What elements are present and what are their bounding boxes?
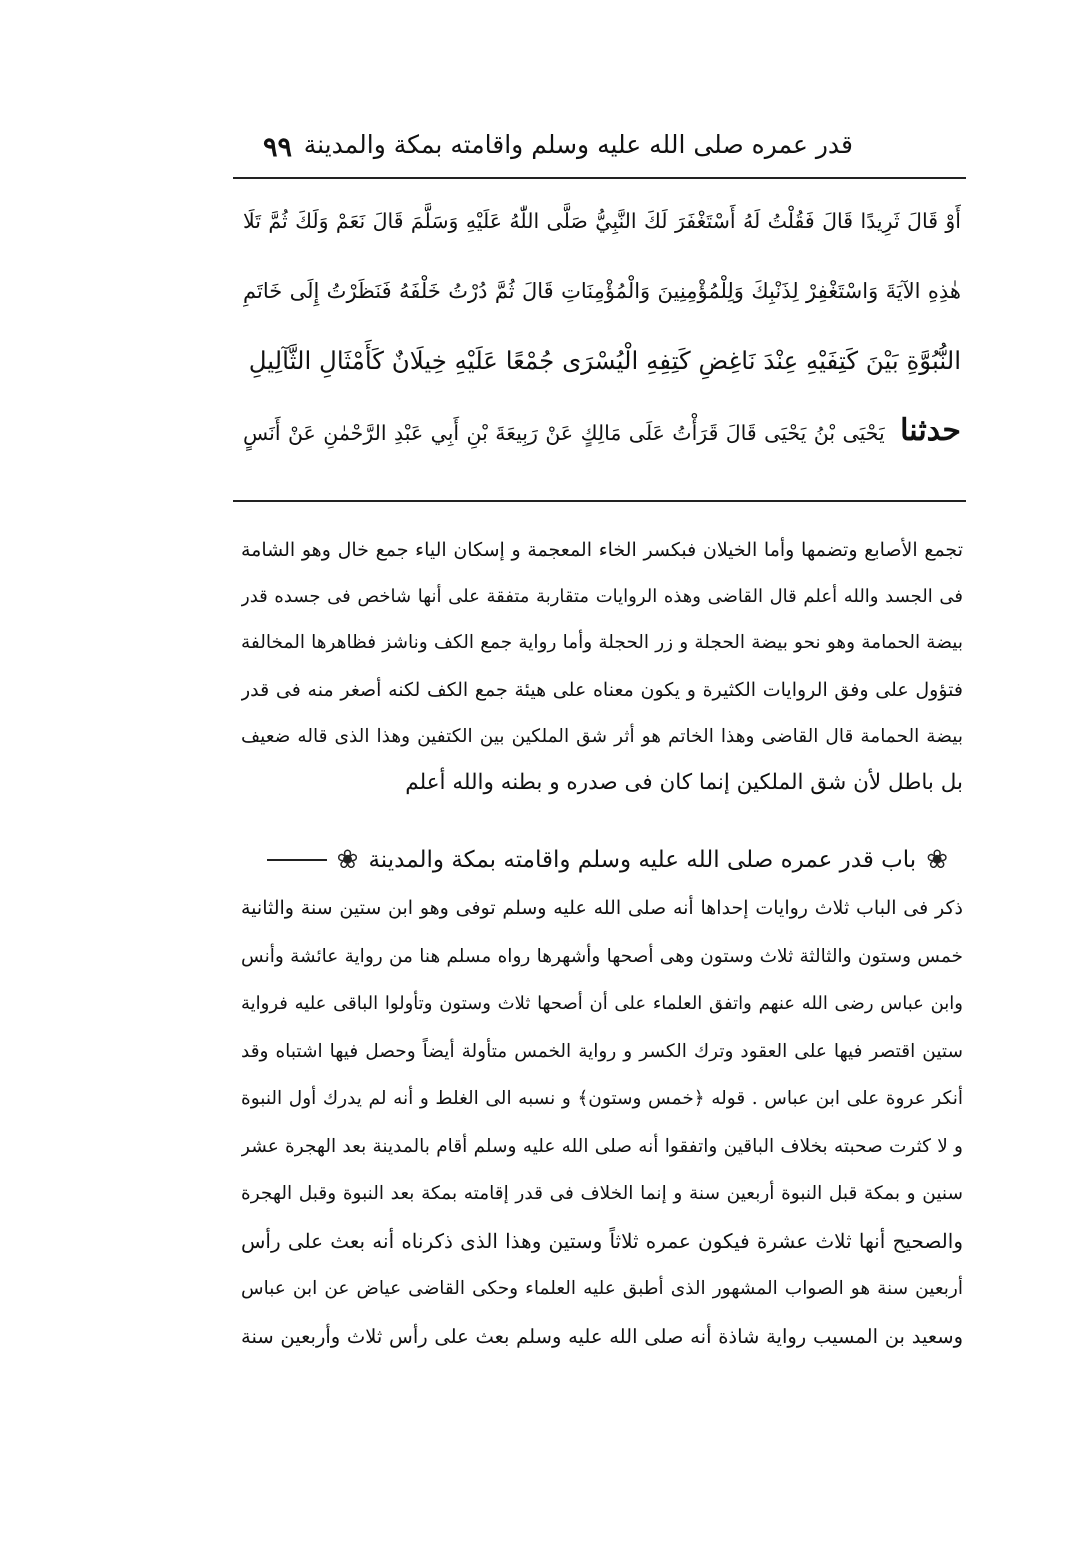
heading-dash <box>267 859 327 861</box>
commentary-line: والصحيح أنها ثلاث عشرة فيكون عمره ثلاثاً وستين وهذا الذى ذكرناه أنه بعث على رأس <box>241 1228 963 1253</box>
commentary-line: تجمع الأصابع وتضمها وأما الخيلان فبكسر الخاء المعجمة و إسكان الياء جمع خال وهو الشامة <box>241 539 963 561</box>
commentary-bottom <box>241 885 963 1360</box>
running-header <box>235 122 965 174</box>
hadith-line: أَوْ قَالَ ثَرِيدًا قَالَ فَقُلْتُ لَهُ أَسْتَغْفَرَ لَكَ النَّبِيُّ صَلَّى اللّٰهُ عَلَيْهِ وَسَلَّمَ قَالَ نَعَمْ وَلَكَ ثُمَّ تَلَا <box>243 209 961 233</box>
hadith-line <box>243 402 961 472</box>
commentary-line: أربعين سنة هو الصواب المشهور الذى أطبق عليه العلماء وحكى القاضى عياض عن ابن عباس <box>241 1278 963 1299</box>
commentary-line: بيضة الحمامة وهو نحو بيضة الحجلة و زر الحجلة وأما رواية جمع الكف وناشز فظاهرها المخالفة <box>241 632 963 654</box>
header-rule <box>233 177 966 179</box>
commentary-line: أنكر عروة على ابن عباس . قوله ﴿خمس وستون﴾ و نسبه الى الغلط و أنه لم يدرك أول النبوة <box>241 1088 963 1109</box>
hadith-text <box>243 192 961 472</box>
chapter-title: باب قدر عمره صلى الله عليه وسلم واقامته بمكة والمدينة <box>368 847 917 873</box>
chapter-heading <box>262 838 962 882</box>
commentary-line: ذكر فى الباب ثلاث روايات إحداها أنه صلى الله عليه وسلم توفى وهو ابن ستين سنة والثانية <box>241 897 963 919</box>
haddathana-marker: حدثنا <box>900 413 961 448</box>
commentary-line: فتؤول على وفق الروايات الكثيرة و يكون معناه على هيئة جمع الكف لكنه أصغر منه فى قدر <box>241 679 963 702</box>
commentary-line: فى الجسد والله أعلم قال القاضى وهذه الروايات متقاربة متفقة على أنها شاخص فى جسده قدر <box>241 585 963 607</box>
separator-rule <box>233 500 966 502</box>
page-number: ٩٩ <box>263 132 293 163</box>
commentary-line: و لا كثرت صحبته بخلاف الباقين واتفقوا أنه صلى الله عليه وسلم أقام بالمدينة بعد الهجرة عشر <box>241 1135 963 1157</box>
commentary-line: وسعيد بن المسيب رواية شاذة أنه صلى الله عليه وسلم بعث على رأس ثلاث وأربعين سنة <box>241 1324 963 1348</box>
commentary-line: وابن عباس رضى الله عنهم واتفق العلماء على أن أصحها ثلاث وستون وتأولوا الباقى عليه فرواية <box>241 993 963 1014</box>
hadith-line: النُّبُوَّةِ بَيْنَ كَتِفَيْهِ عِنْدَ نَاغِضِ كَتِفِهِ الْيُسْرَى جُمْعًا عَلَيْهِ خِيلَانٌ كَأَمْثَالِ الثَّآلِيلِ <box>248 346 961 375</box>
ornament-icon: ❀ <box>336 845 359 875</box>
ornament-icon: ❀ <box>926 845 948 875</box>
commentary-line: ستين اقتصر فيها على العقود وترك الكسر و رواية الخمس متأولة أيضاً وحصل فيها اشتباه وقد <box>241 1040 963 1062</box>
hadith-line-text: يَحْيَى بْنُ يَحْيَى قَالَ قَرَأْتُ عَلَى مَالِكٍ عَنْ رَبِيعَةَ بْنِ أَبِي عَبْدِ الرَّحْمٰنِ عَنْ أَنَسٍ <box>243 421 885 445</box>
commentary-line: خمس وستون والثالثة ثلاث وستون وهى أصحها وأشهرها رواه مسلم هنا من رواية عائشة وأنس <box>241 945 963 967</box>
running-title: قدر عمره صلى الله عليه وسلم واقامته بمكة والمدينة <box>303 130 853 159</box>
hadith-line: هٰذِهِ الآيَةَ وَاسْتَغْفِرْ لِذَنْبِكَ وَلِلْمُؤْمِنِينَ وَالْمُؤْمِنَاتِ قَالَ ثُمَّ دُرْتُ خَلْفَهُ فَنَظَرْتُ إِلَى خَاتَمِ <box>243 279 961 303</box>
commentary-line: بيضة الحمامة قال القاضى وهذا الخاتم هو أثر شق الملكين بين الكتفين وهذا الذى قاله ضعيف <box>241 725 963 747</box>
commentary-top <box>241 527 963 807</box>
commentary-line: بل باطل لأن شق الملكين إنما كان فى صدره و بطنه والله أعلم <box>405 770 963 796</box>
commentary-line: سنين و بمكة قبل النبوة أربعين سنة و إنما الخلاف فى قدر إقامته بمكة بعد النبوة وقبل الهجرة <box>241 1183 963 1204</box>
